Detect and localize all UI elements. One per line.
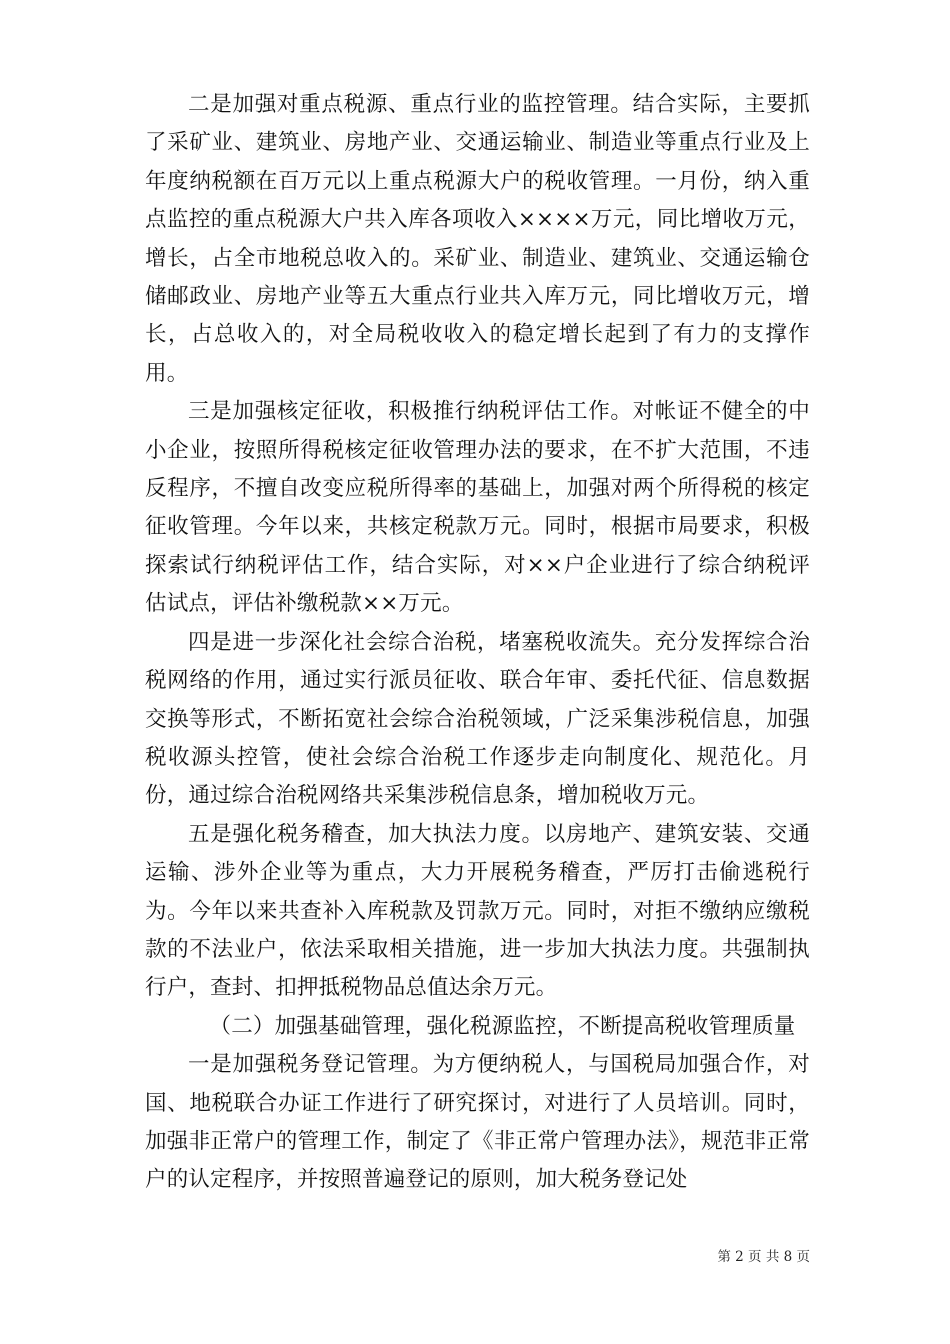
paragraph-verified-collection: 三是加强核定征收，积极推行纳税评估工作。对帐证不健全的中小企业，按照所得税核定征收管理办法的要求，在不扩大范围，不违反程序，不擅自改变应税所得率的基础上，加强对两个所得税的核定征收管理。今年以来，共核定税款万元。同时，根据市局要求，积极探索试行纳税评估工作，结合实际，对××户企业进行了综合纳税评估试点，评估补缴税款××万元。 (145, 399, 810, 617)
page-number: 第 2 页 共 8 页 (717, 1249, 810, 1265)
paragraph-tax-registration: 一是加强税务登记管理。为方便纳税人，与国税局加强合作，对国、地税联合办证工作进行了研究探讨，对进行了人员培训。同时，加强非正常户的管理工作，制定了《非正常户管理办法》，规范非正常户的认定程序，并按照普遍登记的原则，加大税务登记处 (145, 1052, 810, 1193)
section-heading: （二）加强基础管理，强化税源监控，不断提高税收管理质量 (209, 1013, 796, 1039)
paragraph-key-tax-sources: 二是加强对重点税源、重点行业的监控管理。结合实际，主要抓了采矿业、建筑业、房地产业、交通运输业、制造业等重点行业及上年度纳税额在百万元以上重点税源大户的税收管理。一月份，纳入重点监控的重点税源大户共入库各项收入××××万元，同比增收万元，增长，占全市地税总收入的。采矿业、制造业、建筑业、交通运输仓储邮政业、房地产业等五大重点行业共入库万元，同比增收万元，增长，占总收入的，对全局税收收入的稳定增长起到了有力的支撑作用。 (145, 92, 810, 386)
paragraph-social-tax-governance: 四是进一步深化社会综合治税，堵塞税收流失。充分发挥综合治税网络的作用，通过实行派员征收、联合年审、委托代征、信息数据交换等形式，不断拓宽社会综合治税领域，广泛采集涉税信息，加强税收源头控管，使社会综合治税工作逐步走向制度化、规范化。月份，通过综合治税网络共采集涉税信息条，增加税收万元。 (145, 629, 810, 809)
document-body (145, 86, 810, 1200)
paragraph-tax-inspection: 五是强化税务稽查，加大执法力度。以房地产、建筑安装、交通运输、涉外企业等为重点，大力开展税务稽查，严厉打击偷逃税行为。今年以来共查补入库税款及罚款万元。同时，对拒不缴纳应缴税款的不法业户，依法采取相关措施，进一步加大执法力度。共强制执行户，查封、扣押抵税物品总值达余万元。 (145, 821, 810, 1001)
